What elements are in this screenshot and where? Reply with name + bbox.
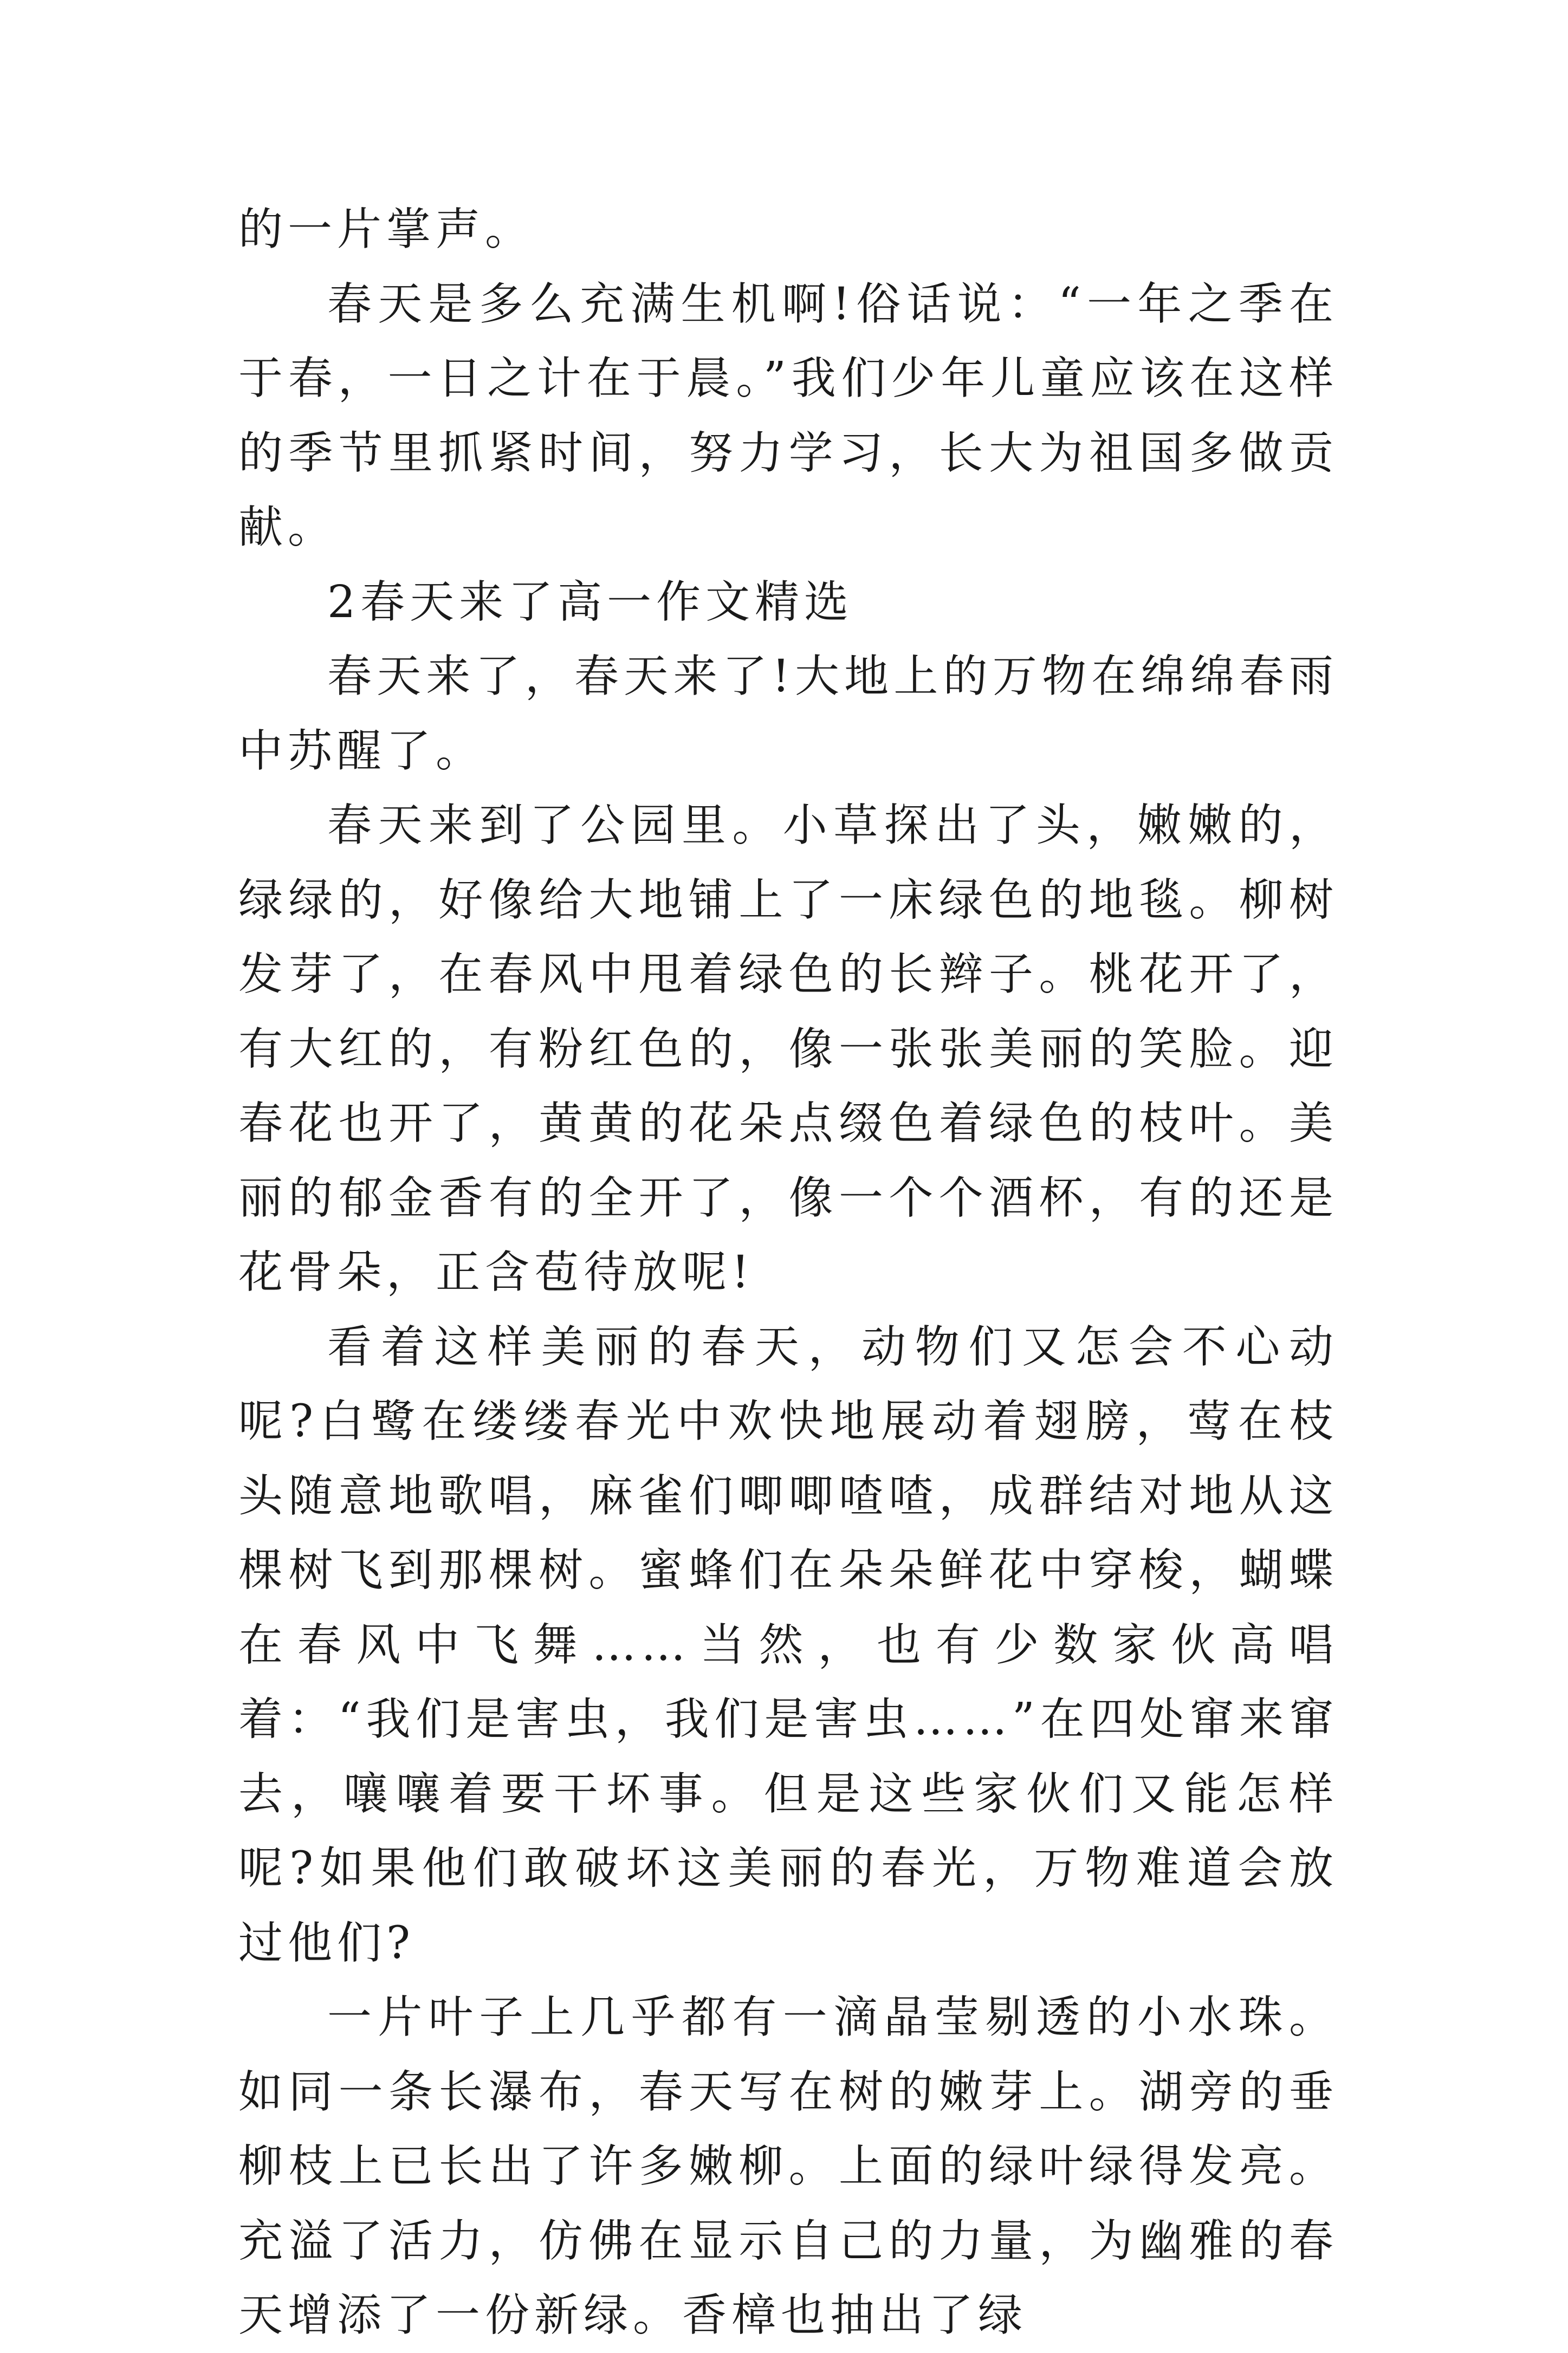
- paragraph: 春天来了，春天来了!大地上的万物在绵绵春雨中苏醒了。: [238, 651, 1338, 777]
- body-text: [238, 192, 1338, 2353]
- paragraph: 春天来到了公园里。小草探出了头，嫩嫩的，绿绿的，好像给大地铺上了一床绿色的地毯。柳树发芽了，在春风中甩着绿色的长辫子。桃花开了，有大红的，有粉红色的，像一张张美丽的笑脸。迎春花也开了，黄黄的花朵点缀色着绿色的枝叶。美丽的郁金香有的全开了，像一个个酒杯，有的还是花骨朵，正含苞待放呢!: [238, 800, 1338, 1298]
- paragraph: 春天是多么充满生机啊!俗话说：“一年之季在于春，一日之计在于晨。”我们少年儿童应该在这样的季节里抓紧时间，努力学习，长大为祖国多做贡献。: [238, 278, 1338, 553]
- paragraph: 看着这样美丽的春天，动物们又怎会不心动呢?白鹭在缕缕春光中欢快地展动着翅膀，莺在枝头随意地歌唱，麻雀们唧唧喳喳，成群结对地从这棵树飞到那棵树。蜜蜂们在朵朵鲜花中穿梭，蝴蝶在春风中飞舞……当然，也有少数家伙高唱着：“我们是害虫，我们是害虫……”在四处窜来窜去，嚷嚷着要干坏事。但是这些家伙们又能怎样呢?如果他们敢破坏这美丽的春光，万物难道会放过他们?: [238, 1321, 1338, 1969]
- section-heading: 2春天来了高一作文精选: [327, 576, 854, 628]
- paragraph: 一片叶子上几乎都有一滴晶莹剔透的小水珠。如同一条长瀑布，春天写在树的嫩芽上。湖旁的垂柳枝上已长出了许多嫩柳。上面的绿叶绿得发亮。充溢了活力，仿佛在显示自己的力量，为幽雅的春天增添了一份新绿。香樟也抽出了绿: [238, 1992, 1338, 2341]
- paragraph-continuation: 的一片掌声。: [238, 204, 535, 255]
